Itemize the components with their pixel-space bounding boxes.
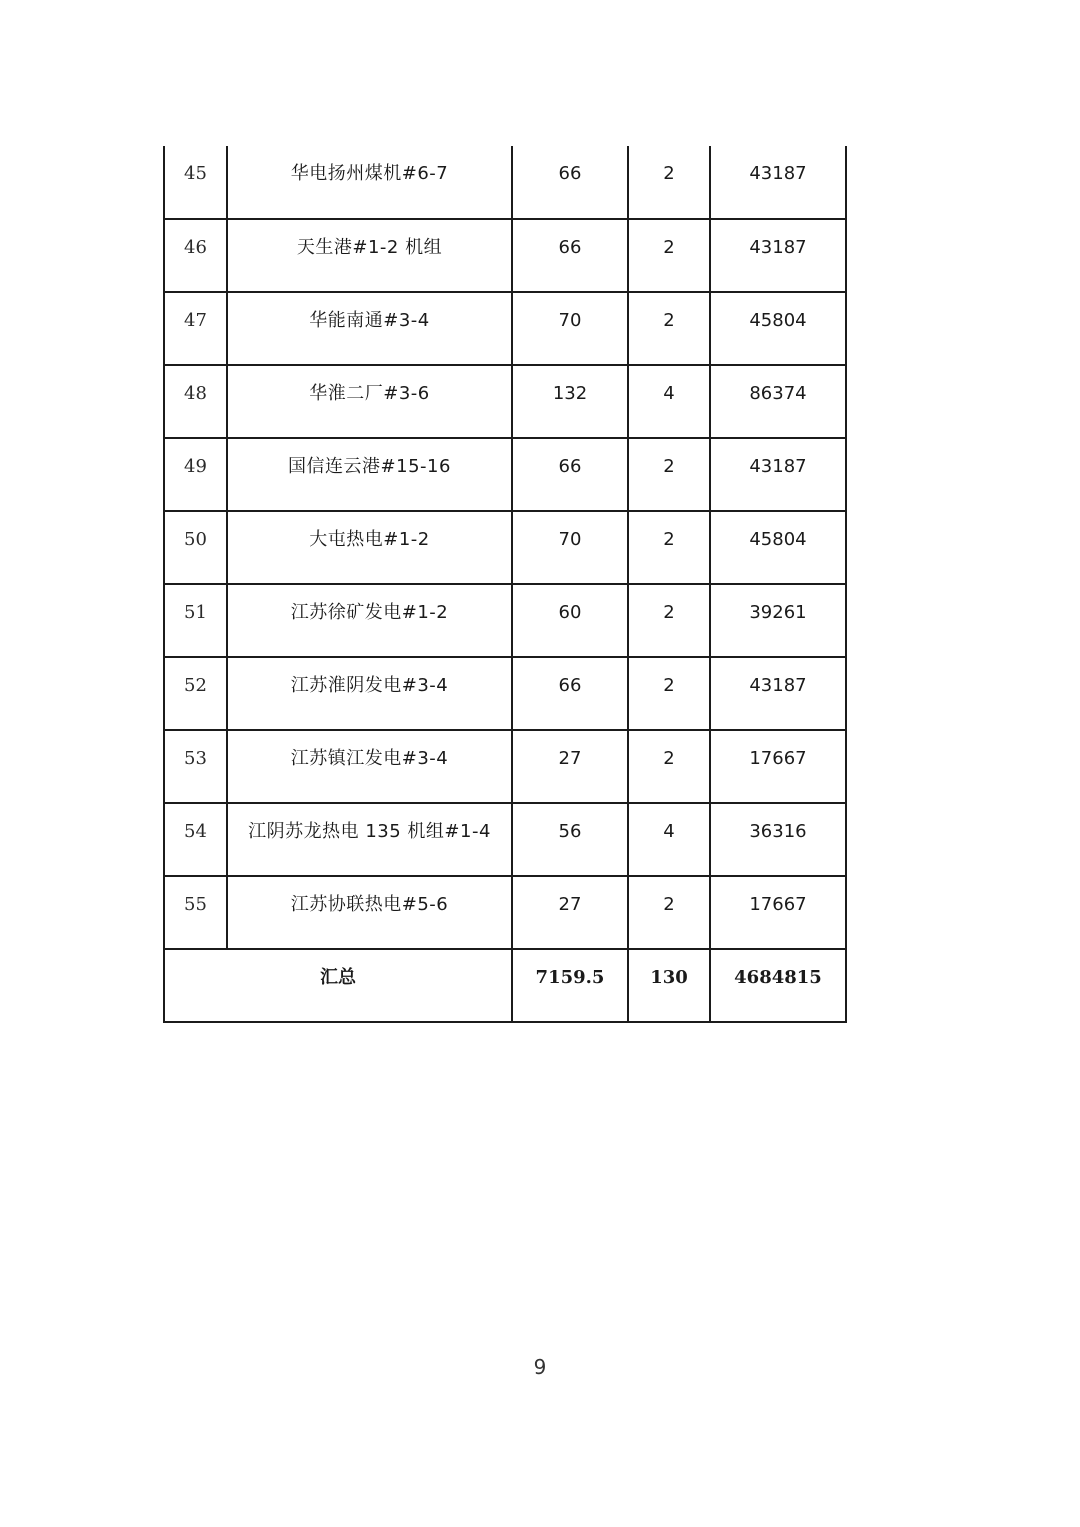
capacity-value: 132 <box>512 365 628 438</box>
amount-value: 17667 <box>710 876 846 949</box>
plant-name: 江苏徐矿发电#1-2 <box>227 584 512 657</box>
amount-value: 43187 <box>710 657 846 730</box>
amount-value: 45804 <box>710 511 846 584</box>
unit-count: 4 <box>628 803 710 876</box>
amount-value: 45804 <box>710 292 846 365</box>
capacity-value: 66 <box>512 219 628 292</box>
row-number: 45 <box>164 146 227 219</box>
unit-count: 2 <box>628 438 710 511</box>
unit-count: 2 <box>628 219 710 292</box>
unit-count: 2 <box>628 730 710 803</box>
plant-name: 华电扬州煤机#6-7 <box>227 146 512 219</box>
table-row <box>164 730 846 803</box>
unit-count: 2 <box>628 146 710 219</box>
plant-name: 国信连云港#15-16 <box>227 438 512 511</box>
unit-summary-table <box>163 146 847 1023</box>
plant-name: 大屯热电#1-2 <box>227 511 512 584</box>
table-row <box>164 876 846 949</box>
table-body <box>164 146 846 1022</box>
table-row <box>164 803 846 876</box>
total-row <box>164 949 846 1022</box>
capacity-value: 56 <box>512 803 628 876</box>
capacity-value: 66 <box>512 657 628 730</box>
table-row <box>164 292 846 365</box>
plant-name: 江阴苏龙热电 135 机组#1-4 <box>227 803 512 876</box>
plant-name: 华淮二厂#3-6 <box>227 365 512 438</box>
unit-count: 4 <box>628 365 710 438</box>
capacity-value: 27 <box>512 730 628 803</box>
unit-count: 2 <box>628 511 710 584</box>
row-number: 53 <box>164 730 227 803</box>
row-number: 54 <box>164 803 227 876</box>
amount-value: 86374 <box>710 365 846 438</box>
plant-name: 华能南通#3-4 <box>227 292 512 365</box>
row-number: 47 <box>164 292 227 365</box>
capacity-value: 66 <box>512 146 628 219</box>
table-row <box>164 584 846 657</box>
row-number: 50 <box>164 511 227 584</box>
amount-value: 17667 <box>710 730 846 803</box>
capacity-value: 70 <box>512 511 628 584</box>
row-number: 49 <box>164 438 227 511</box>
table-row <box>164 657 846 730</box>
capacity-value: 60 <box>512 584 628 657</box>
total-amount: 4684815 <box>710 949 846 1022</box>
page-number: 9 <box>533 1355 547 1379</box>
plant-name: 江苏协联热电#5-6 <box>227 876 512 949</box>
unit-count: 2 <box>628 584 710 657</box>
row-number: 52 <box>164 657 227 730</box>
row-number: 46 <box>164 219 227 292</box>
table-row <box>164 511 846 584</box>
unit-count: 2 <box>628 292 710 365</box>
unit-count: 2 <box>628 657 710 730</box>
capacity-value: 66 <box>512 438 628 511</box>
table-row <box>164 365 846 438</box>
plant-name: 江苏淮阴发电#3-4 <box>227 657 512 730</box>
amount-value: 43187 <box>710 219 846 292</box>
plant-name: 天生港#1-2 机组 <box>227 219 512 292</box>
table-row <box>164 146 846 219</box>
amount-value: 43187 <box>710 146 846 219</box>
table-row <box>164 219 846 292</box>
unit-count: 2 <box>628 876 710 949</box>
row-number: 48 <box>164 365 227 438</box>
amount-value: 39261 <box>710 584 846 657</box>
table-row <box>164 438 846 511</box>
total-label: 汇总 <box>164 949 512 1022</box>
plant-name: 江苏镇江发电#3-4 <box>227 730 512 803</box>
row-number: 51 <box>164 584 227 657</box>
capacity-value: 70 <box>512 292 628 365</box>
amount-value: 36316 <box>710 803 846 876</box>
row-number: 55 <box>164 876 227 949</box>
total-units: 130 <box>628 949 710 1022</box>
amount-value: 43187 <box>710 438 846 511</box>
total-capacity: 7159.5 <box>512 949 628 1022</box>
capacity-value: 27 <box>512 876 628 949</box>
